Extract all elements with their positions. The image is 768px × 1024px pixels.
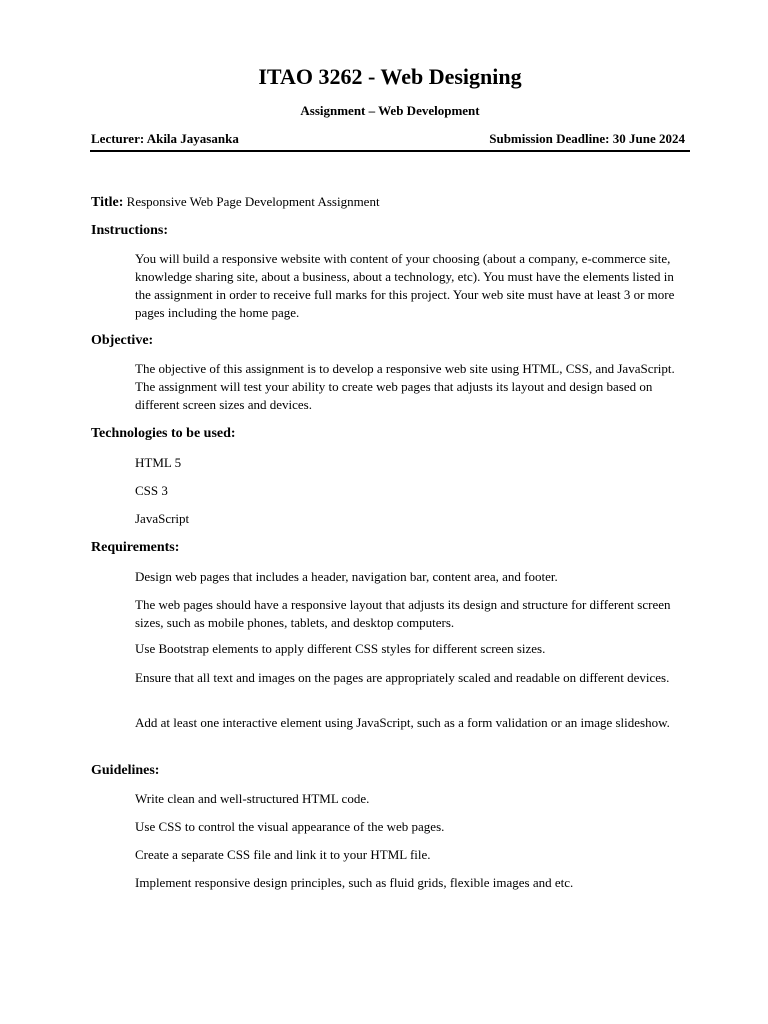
requirement-item: Design web pages that includes a header, navigation bar, content area, and footer. xyxy=(135,569,558,584)
assignment-subtitle: Assignment – Web Development xyxy=(300,103,480,118)
requirements-heading: Requirements: xyxy=(91,540,180,555)
technology-item: CSS 3 xyxy=(135,483,168,498)
instructions-heading: Instructions: xyxy=(91,223,169,238)
submission-deadline: Submission Deadline: 30 June 2024 xyxy=(489,131,685,146)
header-divider xyxy=(90,150,690,152)
requirement-item: Ensure that all text and images on the pages are appropriately scaled and readable on different devices. xyxy=(135,670,670,685)
guidelines-heading: Guidelines: xyxy=(91,763,160,778)
requirement-item: Use Bootstrap elements to apply different CSS styles for different screen sizes. xyxy=(135,641,546,656)
instructions-text: You will build a responsive website with content of your choosing (about a company, e-commerce site, knowledge sharing site, about a business, about a technology, etc). You must have the elements listed in the assignment in order to receive full marks for this project. Your web site must have at least 3 or more pages including the home page. xyxy=(135,251,675,320)
guideline-item: Use CSS to control the visual appearance of the web pages. xyxy=(135,819,445,834)
title-value: Responsive Web Page Development Assignment xyxy=(126,194,380,209)
course-title: ITAO 3262 - Web Designing xyxy=(258,64,522,89)
assignment-title-line xyxy=(91,192,380,213)
header-info-row xyxy=(91,130,685,148)
guideline-item: Create a separate CSS file and link it to your HTML file. xyxy=(135,847,431,862)
objective-text: The objective of this assignment is to develop a responsive web site using HTML, CSS, and JavaScript. The assignment will test your ability to create web pages that adjusts its layout and design based on different screen sizes and devices. xyxy=(135,361,675,412)
technology-item: JavaScript xyxy=(135,511,190,526)
technologies-heading: Technologies to be used: xyxy=(91,426,236,441)
technology-item: HTML 5 xyxy=(135,455,182,470)
lecturer-name: Lecturer: Akila Jayasanka xyxy=(91,131,239,146)
title-label: Title: xyxy=(91,195,124,210)
requirement-item: Add at least one interactive element using JavaScript, such as a form validation or an image slideshow. xyxy=(135,715,670,730)
requirement-item: The web pages should have a responsive layout that adjusts its design and structure for different screen sizes, such as mobile phones, tablets, and desktop computers. xyxy=(135,597,671,630)
guideline-item: Write clean and well-structured HTML code. xyxy=(135,791,370,806)
guideline-item: Implement responsive design principles, such as fluid grids, flexible images and etc. xyxy=(135,875,574,890)
objective-heading: Objective: xyxy=(91,333,154,348)
